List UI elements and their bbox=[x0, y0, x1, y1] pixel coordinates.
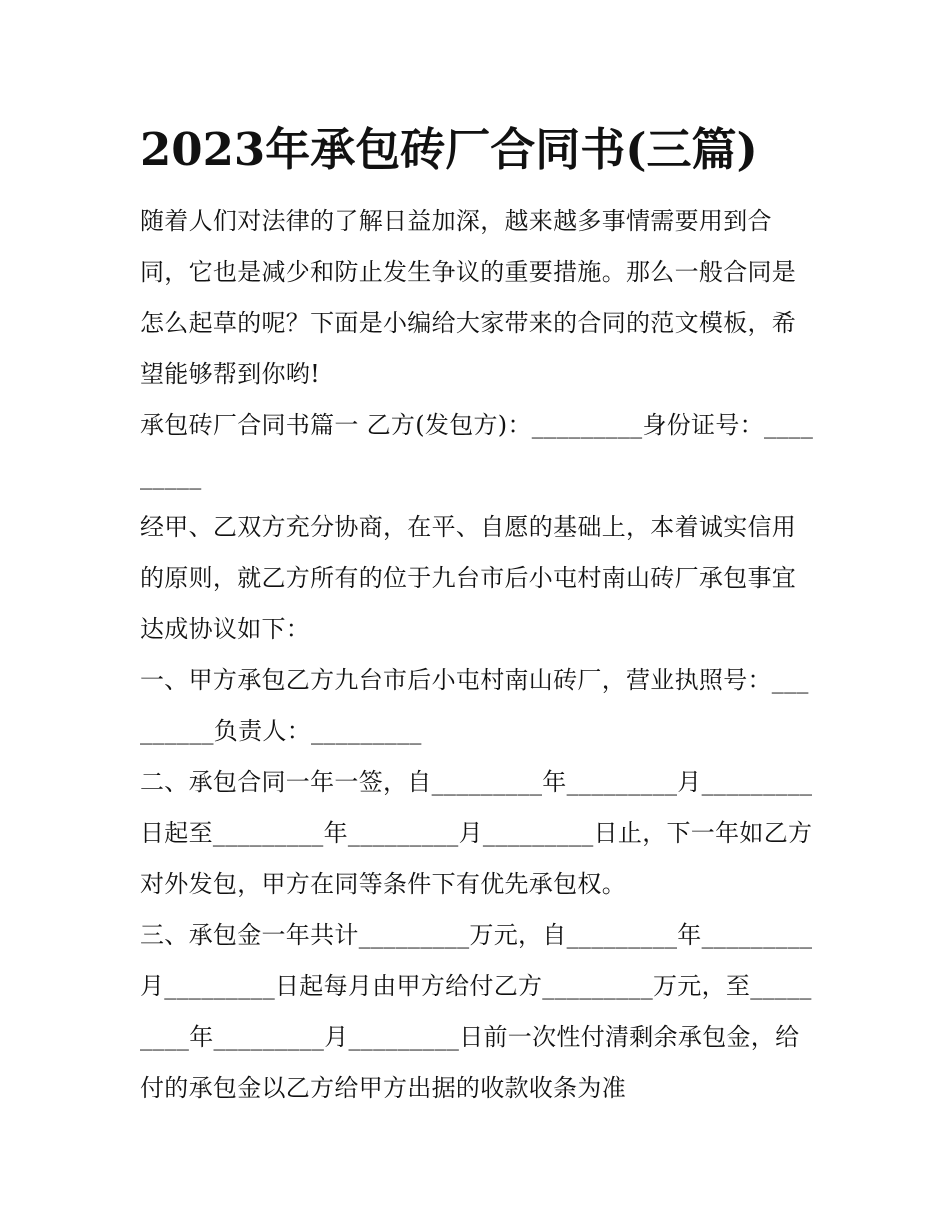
document-page bbox=[140, 118, 815, 1114]
paragraph-intro: 随着人们对法律的了解日益加深，越来越多事情需要用到合同，它也是减少和防止发生争议的重要措施。那么一般合同是怎么起草的呢？下面是小编给大家带来的合同的范文模板，希望能够帮到你哟! bbox=[140, 207, 797, 388]
paragraph-preamble: 经甲、乙双方充分协商，在平、自愿的基础上，本着诚实信用的原则，就乙方所有的位于九台市后小屯村南山砖厂承包事宜达成协议如下： bbox=[140, 513, 797, 643]
paragraph-clause-2: 二、承包合同一年一签，自_________年_________月_________日起至_________年_________月_________日止，下一年如乙方对外发包，甲方在同等条件下有优先承包权。 bbox=[140, 768, 813, 898]
paragraph-clause-1: 一、甲方承包乙方九台市后小屯村南山砖厂，营业执照号：_________负责人：_________ bbox=[140, 666, 809, 745]
paragraph-contract-header: 承包砖厂合同书篇一 乙方(发包方)：_________身份证号：_________ bbox=[140, 411, 814, 490]
document-title: 2023年承包砖厂合同书(三篇) bbox=[140, 123, 758, 176]
paragraph-clause-3: 三、承包金一年共计_________万元，自_________年_________月_________日起每月由甲方给付乙方_________万元，至_________年_________月_________日前一次性付清剩余承包金，给付的承包金以乙方给甲方出据的收款收条为准 bbox=[140, 921, 813, 1102]
